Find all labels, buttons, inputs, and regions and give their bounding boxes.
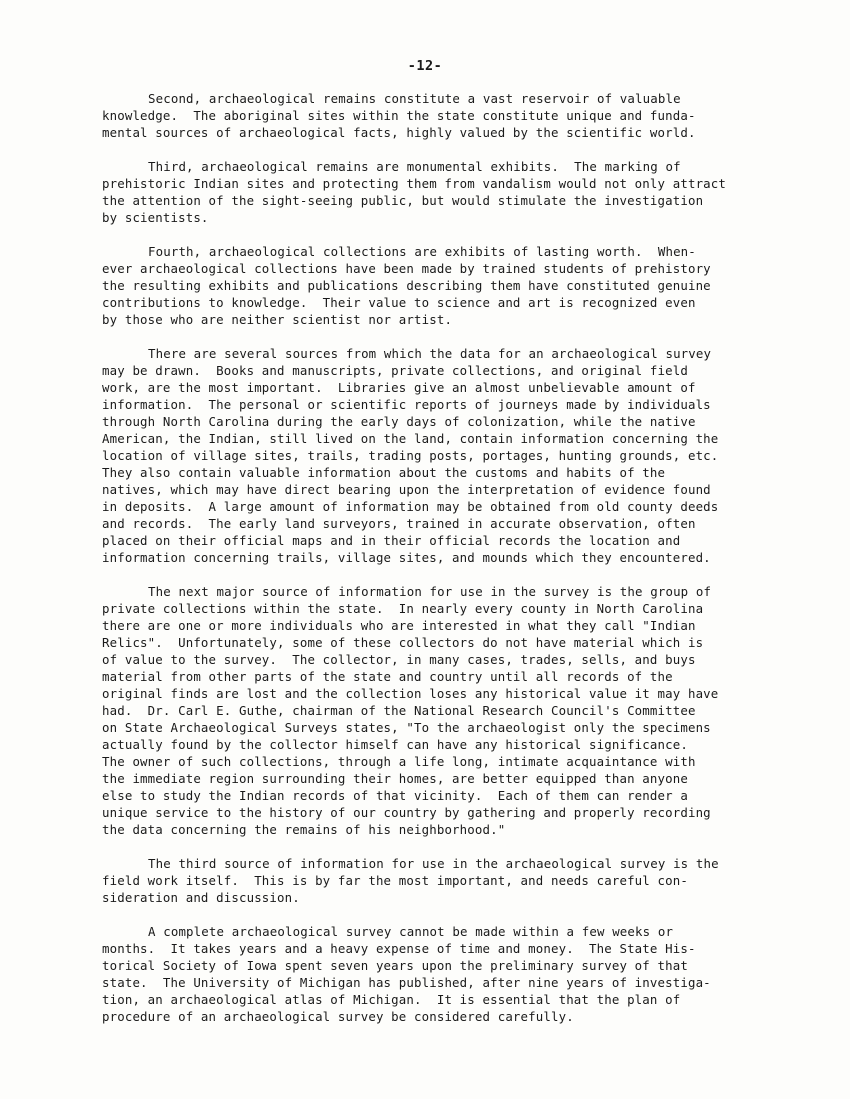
- text-line: A complete archaeological survey cannot be made within a few weeks or: [148, 924, 674, 939]
- text-line: Third, archaeological remains are monumental exhibits. The marking of: [148, 159, 681, 174]
- text-line: field work itself. This is by far the most important, and needs careful con-: [102, 873, 688, 888]
- text-line: ever archaeological collections have been made by trained students of prehistory: [102, 261, 711, 276]
- text-line: procedure of an archaeological survey be considered carefully.: [102, 1009, 574, 1024]
- text-line: through North Carolina during the early days of colonization, while the native: [102, 414, 696, 429]
- text-line: placed on their official maps and in their official records the location and: [102, 533, 681, 548]
- text-line: torical Society of Iowa spent seven years upon the preliminary survey of that: [102, 958, 688, 973]
- paragraph: [102, 923, 792, 1025]
- text-line: actually found by the collector himself can have any historical significance.: [102, 737, 688, 752]
- text-line: material from other parts of the state and country until all records of the: [102, 669, 673, 684]
- text-line: there are one or more individuals who are interested in what they call "Indian: [102, 618, 696, 633]
- text-line: and records. The early land surveyors, trained in accurate observation, often: [102, 516, 696, 531]
- text-line: work, are the most important. Libraries give an almost unbelievable amount of: [102, 380, 696, 395]
- text-line: the immediate region surrounding their homes, are better equipped than anyone: [102, 771, 688, 786]
- body-text: [102, 90, 792, 1042]
- text-line: They also contain valuable information about the customs and habits of the: [102, 465, 666, 480]
- text-line: The next major source of information for use in the survey is the group of: [148, 584, 712, 599]
- text-line: original finds are lost and the collection loses any historical value it may have: [102, 686, 719, 701]
- text-line: in deposits. A large amount of information may be obtained from old county deeds: [102, 499, 719, 514]
- text-line: the resulting exhibits and publications describing them have constituted genuine: [102, 278, 711, 293]
- text-line: state. The University of Michigan has published, after nine years of investiga-: [102, 975, 711, 990]
- text-line: may be drawn. Books and manuscripts, private collections, and original field: [102, 363, 688, 378]
- text-line: on State Archaeological Surveys states, "To the archaeologist only the specimens: [102, 720, 711, 735]
- text-line: information. The personal or scientific reports of journeys made by individuals: [102, 397, 711, 412]
- text-line: The owner of such collections, through a life long, intimate acquaintance with: [102, 754, 696, 769]
- text-line: the data concerning the remains of his neighborhood.": [102, 822, 506, 837]
- text-line: Fourth, archaeological collections are exhibits of lasting worth. When-: [148, 244, 696, 259]
- text-line: American, the Indian, still lived on the land, contain information concerning the: [102, 431, 719, 446]
- text-line: months. It takes years and a heavy expense of time and money. The State His-: [102, 941, 696, 956]
- paragraph: [102, 345, 792, 566]
- text-line: private collections within the state. In nearly every county in North Carolina: [102, 601, 704, 616]
- text-line: There are several sources from which the data for an archaeological survey: [148, 346, 712, 361]
- text-line: Relics". Unfortunately, some of these collectors do not have material which is: [102, 635, 704, 650]
- text-line: by those who are neither scientist nor artist.: [102, 312, 453, 327]
- paragraph: [102, 158, 792, 226]
- text-line: of value to the survey. The collector, in many cases, trades, sells, and buys: [102, 652, 696, 667]
- text-line: sideration and discussion.: [102, 890, 300, 905]
- text-line: by scientists.: [102, 210, 209, 225]
- text-line: prehistoric Indian sites and protecting them from vandalism would not only attract: [102, 176, 727, 191]
- text-line: mental sources of archaeological facts, highly valued by the scientific world.: [102, 125, 696, 140]
- text-line: else to study the Indian records of that vicinity. Each of them can render a: [102, 788, 688, 803]
- paragraph: [102, 583, 792, 838]
- paragraph: [102, 243, 792, 328]
- text-line: The third source of information for use in the archaeological survey is the: [148, 856, 719, 871]
- text-line: contributions to knowledge. Their value to science and art is recognized even: [102, 295, 696, 310]
- paragraph: [102, 90, 792, 141]
- text-line: tion, an archaeological atlas of Michigan. It is essential that the plan of: [102, 992, 681, 1007]
- text-line: unique service to the history of our country by gathering and properly recording: [102, 805, 711, 820]
- page-number: -12-: [407, 58, 443, 74]
- text-line: Second, archaeological remains constitute a vast reservoir of valuable: [148, 91, 681, 106]
- text-line: the attention of the sight-seeing public, but would stimulate the investigation: [102, 193, 704, 208]
- text-line: had. Dr. Carl E. Guthe, chairman of the National Research Council's Committee: [102, 703, 696, 718]
- text-line: location of village sites, trails, trading posts, portages, hunting grounds, etc.: [102, 448, 719, 463]
- text-line: knowledge. The aboriginal sites within the state constitute unique and funda-: [102, 108, 696, 123]
- paragraph: [102, 855, 792, 906]
- text-line: natives, which may have direct bearing upon the interpretation of evidence found: [102, 482, 711, 497]
- text-line: information concerning trails, village sites, and mounds which they encountered.: [102, 550, 711, 565]
